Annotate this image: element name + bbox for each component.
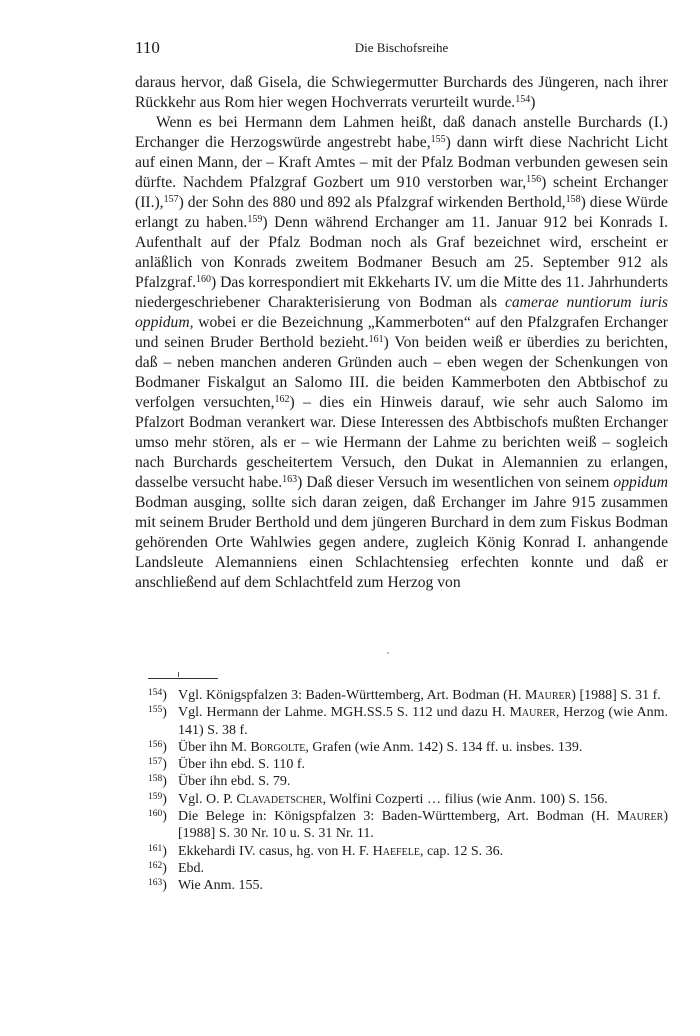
- footnote-ref: 162: [274, 394, 290, 405]
- text-run: Bodman ausging, sollte sich daran zeigen, daß Erchanger im Jahre 915 zusammen mit seinem Bruder Berthold und dem jüngeren Burchard in dem zum Fiskus Bodman gehörenden Orte Wahlwies gegen andere, zugleich König Konrad I. anhangende Landsleute Alemanniens einen Schlachtensieg erfechten konnte und daß er anschließend auf dem Schlachtfeld zum Herzog von: [135, 494, 668, 591]
- footnote-ref: 158: [565, 194, 581, 205]
- text-run: ) der Sohn des 880 und 892 als Pfalzgraf wirkenden Berthold,: [178, 194, 566, 211]
- footnote-ref: 163: [282, 474, 298, 485]
- speck: [387, 652, 389, 654]
- text-run: daraus hervor, daß Gisela, die Schwiegermutter Burchards des Jüngeren, nach ihrer Rückkehr aus Rom hier wegen Hochverrats verurteilt wurde.: [135, 74, 668, 111]
- footnote-text: ) [1988] S. 30 Nr. 10 u. S. 31 Nr. 11.: [178, 809, 668, 842]
- text-run: wobei er die Bezeichnung „Kammerboten“ auf den Pfalzgrafen Erchanger und seinen Bruder Berthold bezieht.: [135, 314, 668, 351]
- footnote-text: , cap. 12 S. 36.: [419, 843, 504, 859]
- footnote: [148, 687, 668, 704]
- footnote: [148, 808, 668, 843]
- text-run: ) diese Würde erlangt zu haben.: [135, 194, 668, 231]
- author-name: Maurer: [616, 809, 664, 825]
- main-text: [135, 73, 668, 593]
- footnote-number: $^{162}$): [148, 860, 167, 876]
- footnote: [148, 756, 668, 773]
- author-name: Maurer: [524, 688, 572, 703]
- author-name: Haefele: [372, 843, 420, 859]
- text-run: ) Von beiden weiß er überdies zu berichten, daß – neben manchen anderen Gründen auch – eben wegen der Schenkungen von Bodmaner Fiskalgut an Salomo III. die beiden Kammerboten den Abtbischof zu verfolgen versuchten,: [135, 334, 668, 411]
- footnote-ref: 160: [196, 274, 212, 285]
- text-run: ) Daß dieser Versuch im wesentlichen von seinem: [297, 474, 614, 491]
- footnote: [148, 860, 668, 877]
- text-run: ) scheint Erchanger (II.),: [135, 174, 668, 211]
- text-run: ) Denn während Erchanger am 11. Januar 912 bei Konrads I. Aufenthalt auf der Pfalz Bodman noch als Graf bezeichnet wird, erscheint er anläßlich von Konrads zweitem Bodmaner Besuch am 25. September 912 als Pfalzgraf.: [135, 214, 668, 291]
- text-run: ) – dies ein Hinweis darauf, wie sehr auch Salomo im Pfalzort Bodman verankert war. Diese Interessen des Abtbischofs mußten Erchanger umso mehr stören, als er – wie Hermann der Lahme zu berichten weiß – sogleich nach Burchards gescheitertem Versuch, den Dukat in Alemannien zu erlangen, dasselbe versucht habe.: [135, 394, 668, 491]
- footnote-number: $^{158}$): [148, 774, 167, 790]
- footnote-text: Die Belege in: Königspfalzen 3: Baden-Württemberg, Art. Bodman (H.: [178, 809, 617, 825]
- author-name: Clavadetscher: [236, 791, 323, 807]
- footnote: [148, 704, 668, 739]
- footnote-text: , Wolfini Cozperti … filius (wie Anm. 100) S. 156.: [322, 791, 608, 807]
- italic-term: oppidum: [613, 474, 668, 491]
- footnote-text: Vgl. O. P.: [178, 791, 237, 807]
- footnote-number: $^{156}$): [148, 739, 167, 755]
- footnote: [148, 843, 668, 860]
- footnote-ref: 156: [526, 174, 542, 185]
- italic-term: camerae nuntiorum iuris oppidum,: [135, 294, 669, 331]
- footnote: [148, 773, 668, 790]
- paragraph: [135, 113, 668, 593]
- footnote-text: Ebd.: [178, 860, 205, 876]
- text-run: ) Das korrespondiert mit Ekkeharts IV. um die Mitte des 11. Jahrhunderts niedergeschriebener Charakterisierung von Bodman als: [135, 274, 668, 311]
- footnote-ref: 159: [247, 214, 263, 225]
- footnote-separator: [148, 678, 218, 679]
- author-name: Borgolte: [250, 739, 306, 755]
- footnote-number: $^{161}$): [148, 843, 167, 859]
- footnote-text: , Herzog (wie Anm. 141) S. 38 f.: [178, 705, 668, 738]
- footnote-ref: 154: [515, 94, 531, 105]
- footnote-text: Vgl. Hermann der Lahme. MGH.SS.5 S. 112 und dazu H.: [178, 705, 510, 721]
- footnote: [148, 739, 668, 756]
- footnote-number: $^{155}$): [148, 705, 167, 721]
- text-run: ) dann wirft diese Nachricht Licht auf einen Mann, der – Kraft Amtes – mit der Pfalz Bodman verbunden gewesen sein dürfte. Nachdem Pfalzgraf Gozbert um 910 verstorben war,: [135, 134, 668, 191]
- footnote-text: ) [1988] S. 31 f.: [571, 688, 661, 703]
- footnote-ref: 155: [430, 134, 446, 145]
- paragraph: [135, 73, 668, 113]
- footnote: [148, 791, 668, 808]
- author-name: Maurer: [509, 705, 556, 721]
- page-number: 110: [135, 38, 160, 57]
- footnote-number: $^{159}$): [148, 791, 167, 807]
- text-run: Wenn es bei Hermann dem Lahmen heißt, daß danach anstelle Burchards (I.) Erchanger die Herzogswürde angestrebt habe,: [135, 114, 668, 151]
- footnote-number: $^{154}$): [148, 688, 167, 703]
- footnote-text: Über ihn M.: [178, 739, 251, 755]
- footnote-number: $^{160}$): [148, 809, 167, 825]
- footnote-number: $^{157}$): [148, 757, 167, 773]
- text-run: ): [530, 94, 536, 111]
- footnote-text: Ekkehardi IV. casus, hg. von H. F.: [178, 843, 373, 859]
- footnote: [148, 877, 668, 894]
- running-head: Die Bischofsreihe: [354, 40, 449, 55]
- footnote-ref: 161: [368, 334, 384, 345]
- footnotes: [148, 687, 668, 895]
- footnote-text: Über ihn ebd. S. 110 f.: [178, 757, 306, 773]
- footnote-text: Wie Anm. 155.: [178, 878, 263, 894]
- footnote-text: , Grafen (wie Anm. 142) S. 134 ff. u. insbes. 139.: [305, 739, 583, 755]
- footnote-ref: 157: [163, 194, 179, 205]
- rule-mark: [178, 672, 179, 677]
- footnote-text: Über ihn ebd. S. 79.: [178, 774, 291, 790]
- footnote-number: $^{163}$): [148, 878, 167, 894]
- page-header: [135, 38, 668, 62]
- footnote-text: Vgl. Königspfalzen 3: Baden-Württemberg, Art. Bodman (H.: [178, 688, 525, 703]
